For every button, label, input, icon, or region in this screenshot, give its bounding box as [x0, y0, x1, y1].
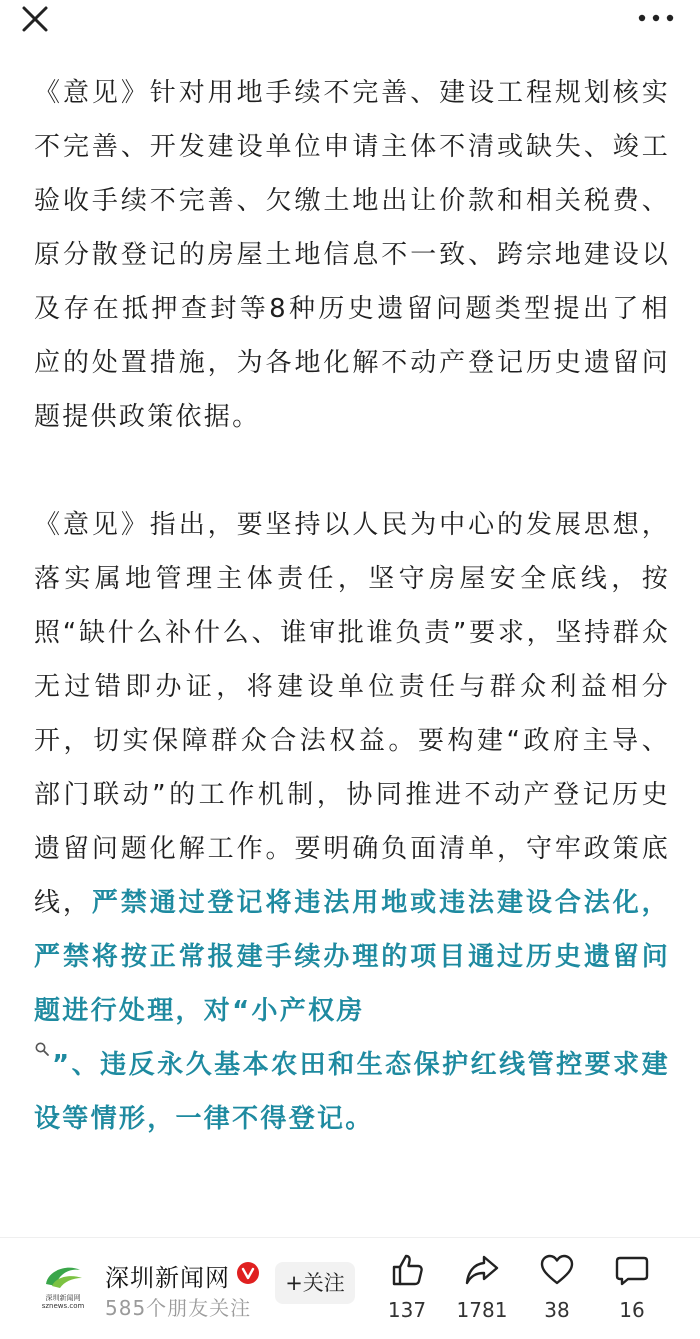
- close-icon: [18, 4, 52, 34]
- close-button[interactable]: [18, 4, 52, 34]
- verified-badge-icon: [236, 1261, 260, 1285]
- article-paragraph-1: 《意见》针对用地手续不完善、建设工程规划核实不完善、开发建设单位申请主体不清或缺失、竣工验收手续不完善、欠缴土地出让价款和相关税费、原分散登记的房屋土地信息不一致、跨宗地建设以及存在抵押查封等8种历史遗留问题类型提出了相应的处置措施，为各地化解不动产登记历史遗留问题提供政策依据。: [34, 78, 670, 432]
- highlight-text-b: ”、违反永久基本农田和生态保护红线管控要求建设等情形，一律不得登记。: [34, 1050, 670, 1134]
- comment-button[interactable]: [597, 1252, 667, 1332]
- bottom-action-bar: [0, 1237, 700, 1339]
- share-icon: [464, 1252, 500, 1288]
- share-button[interactable]: [447, 1252, 517, 1332]
- more-options-button[interactable]: [634, 6, 678, 30]
- top-bar: [0, 0, 700, 40]
- thumbs-up-icon: [389, 1252, 425, 1288]
- highlight-text-a: 严禁通过登记将违法用地或违法建设合法化，严禁将按正常报建手续办理的项目通过历史遗留问题进行处理，对“小产权房: [34, 888, 670, 1026]
- like-count: 137: [387, 1298, 427, 1322]
- favorite-button[interactable]: [522, 1252, 592, 1332]
- source-name[interactable]: 深圳新闻网: [105, 1264, 230, 1292]
- followers-count: 585个朋友关注: [105, 1296, 252, 1320]
- more-horizontal-icon: [634, 6, 678, 30]
- search-icon[interactable]: [34, 1041, 50, 1057]
- source-logo[interactable]: [38, 1260, 88, 1310]
- heart-icon: [539, 1252, 575, 1288]
- source-logo-icon: [38, 1260, 88, 1294]
- source-logo-text: 深圳新闻网 sznews.com: [41, 1294, 85, 1310]
- follow-button[interactable]: +关注: [275, 1262, 355, 1304]
- paragraph-2-text: 《意见》指出，要坚持以人民为中心的发展思想，落实属地管理主体责任，坚守房屋安全底线，按照“缺什么补什么、谁审批谁负责”要求，坚持群众无过错即办证，将建设单位责任与群众利益相分开，切实保障群众合法权益。要构建“政府主导、部门联动”的工作机制，协同推进不动产登记历史遗留问题化解工作。要明确负面清单，守牢政策底线，: [34, 510, 670, 918]
- comment-count: 16: [619, 1298, 645, 1322]
- article-body: [34, 66, 670, 1146]
- like-button[interactable]: [372, 1252, 442, 1332]
- comment-icon: [614, 1252, 650, 1288]
- article-paragraph-2: [34, 498, 670, 1146]
- share-count: 1781: [456, 1298, 508, 1322]
- favorite-count: 38: [544, 1298, 570, 1322]
